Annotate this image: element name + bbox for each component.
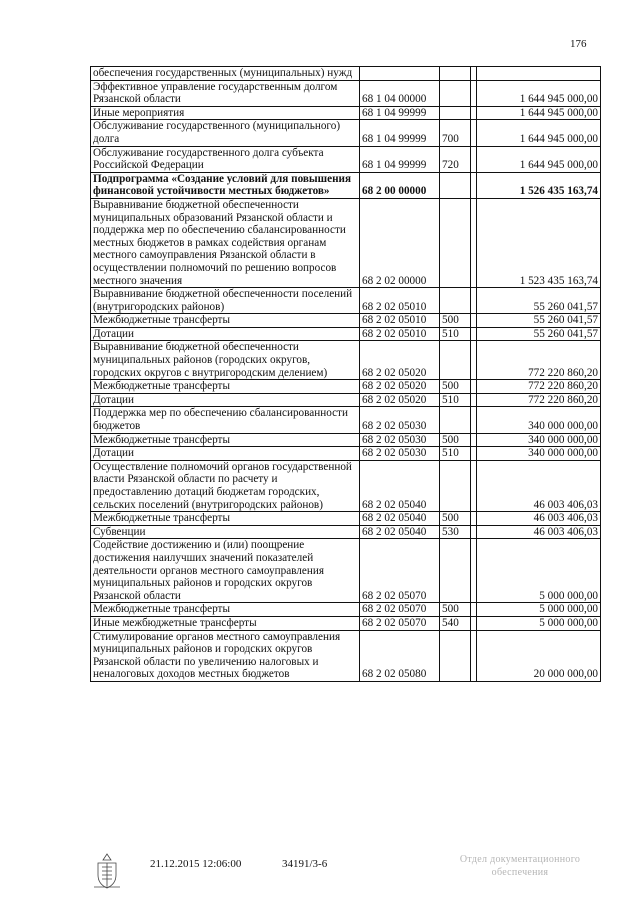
row-name-cell: Осуществление полномочий органов государственной власти Рязанской области по расчету и предоставлению дотаций бюджетам городских, сельских поселений (внутригородских районов) bbox=[91, 460, 360, 511]
row-amount-cell: 5 000 000,00 bbox=[477, 539, 601, 603]
row-code-cell: 68 2 02 05020 bbox=[360, 380, 440, 394]
row-amount-cell: 1 644 945 000,00 bbox=[477, 146, 601, 172]
row-amount-cell: 340 000 000,00 bbox=[477, 407, 601, 433]
row-amount-cell bbox=[477, 67, 601, 81]
row-name-cell: Межбюджетные трансферты bbox=[91, 603, 360, 617]
row-kind-cell bbox=[440, 106, 471, 120]
row-code-cell: 68 2 02 05020 bbox=[360, 393, 440, 407]
row-kind-cell bbox=[440, 172, 471, 198]
row-kind-cell: 530 bbox=[440, 525, 471, 539]
row-amount-cell: 46 003 406,03 bbox=[477, 525, 601, 539]
row-code-cell: 68 2 02 05070 bbox=[360, 603, 440, 617]
table-row bbox=[91, 393, 601, 407]
row-code-cell: 68 2 02 05040 bbox=[360, 512, 440, 526]
row-kind-cell bbox=[440, 630, 471, 681]
row-kind-cell bbox=[440, 407, 471, 433]
row-code-cell: 68 2 02 05070 bbox=[360, 616, 440, 630]
row-name-cell: Содействие достижению и (или) поощрение достижения наилучших значений показателей деятельности органов местного самоуправления муниципальных районов и городских округов Рязанской области bbox=[91, 539, 360, 603]
row-code-cell: 68 2 02 05030 bbox=[360, 433, 440, 447]
footer-doc-number: 34191/3-6 bbox=[282, 858, 328, 870]
row-kind-cell bbox=[440, 341, 471, 380]
row-code-cell: 68 2 02 05040 bbox=[360, 460, 440, 511]
row-kind-cell bbox=[440, 539, 471, 603]
table-row bbox=[91, 120, 601, 146]
row-kind-cell: 510 bbox=[440, 327, 471, 341]
row-kind-cell bbox=[440, 67, 471, 81]
row-amount-cell: 20 000 000,00 bbox=[477, 630, 601, 681]
row-code-cell: 68 2 02 05080 bbox=[360, 630, 440, 681]
row-kind-cell bbox=[440, 460, 471, 511]
row-code-cell: 68 2 02 05010 bbox=[360, 314, 440, 328]
row-amount-cell: 5 000 000,00 bbox=[477, 603, 601, 617]
table-row bbox=[91, 314, 601, 328]
row-name-cell: Эффективное управление государственным долгом Рязанской области bbox=[91, 80, 360, 106]
budget-table bbox=[90, 66, 601, 682]
row-amount-cell: 772 220 860,20 bbox=[477, 341, 601, 380]
row-kind-cell bbox=[440, 288, 471, 314]
row-name-cell: Межбюджетные трансферты bbox=[91, 512, 360, 526]
table-row bbox=[91, 327, 601, 341]
footer-timestamp: 21.12.2015 12:06:00 bbox=[150, 858, 242, 870]
row-name-cell: Выравнивание бюджетной обеспеченности муниципальных образований Рязанской области и поддержка мер по обеспечению сбалансированности местных бюджетов в рамках содействия органам местного самоуправления Рязанской области в осуществлении полномочий по решению вопросов местного значения bbox=[91, 198, 360, 287]
coat-of-arms-icon bbox=[90, 851, 124, 891]
row-name-cell: Стимулирование органов местного самоуправления муниципальных районов и городских округов Рязанской области по увеличению налоговых и неналоговых доходов местных бюджетов bbox=[91, 630, 360, 681]
row-code-cell: 68 2 02 05010 bbox=[360, 288, 440, 314]
row-name-cell: Дотации bbox=[91, 447, 360, 461]
row-name-cell: обеспечения государственных (муниципальных) нужд bbox=[91, 67, 360, 81]
row-code-cell: 68 2 02 05010 bbox=[360, 327, 440, 341]
table-row bbox=[91, 288, 601, 314]
row-code-cell: 68 1 04 99999 bbox=[360, 106, 440, 120]
row-kind-cell: 500 bbox=[440, 603, 471, 617]
row-kind-cell: 510 bbox=[440, 393, 471, 407]
row-code-cell: 68 2 02 05030 bbox=[360, 407, 440, 433]
table-row bbox=[91, 603, 601, 617]
row-name-cell: Обслуживание государственного (муниципального) долга bbox=[91, 120, 360, 146]
row-amount-cell: 772 220 860,20 bbox=[477, 393, 601, 407]
row-amount-cell: 1 523 435 163,74 bbox=[477, 198, 601, 287]
row-name-cell: Иные мероприятия bbox=[91, 106, 360, 120]
row-kind-cell: 500 bbox=[440, 380, 471, 394]
row-name-cell: Подпрограмма «Создание условий для повышения финансовой устойчивости местных бюджетов» bbox=[91, 172, 360, 198]
row-amount-cell: 55 260 041,57 bbox=[477, 288, 601, 314]
table-row bbox=[91, 433, 601, 447]
row-name-cell: Дотации bbox=[91, 393, 360, 407]
row-kind-cell: 720 bbox=[440, 146, 471, 172]
department-line-1: Отдел документационного bbox=[459, 854, 581, 865]
row-name-cell: Выравнивание бюджетной обеспеченности муниципальных районов (городских округов, городских округов с внутригородским делением) bbox=[91, 341, 360, 380]
row-amount-cell: 1 644 945 000,00 bbox=[477, 106, 601, 120]
row-name-cell: Поддержка мер по обеспечению сбалансированности бюджетов bbox=[91, 407, 360, 433]
table-row bbox=[91, 146, 601, 172]
row-code-cell bbox=[360, 67, 440, 81]
table-row bbox=[91, 380, 601, 394]
row-amount-cell: 1 644 945 000,00 bbox=[477, 80, 601, 106]
row-amount-cell: 55 260 041,57 bbox=[477, 327, 601, 341]
row-kind-cell: 510 bbox=[440, 447, 471, 461]
row-name-cell: Межбюджетные трансферты bbox=[91, 314, 360, 328]
row-code-cell: 68 1 04 99999 bbox=[360, 120, 440, 146]
row-kind-cell: 500 bbox=[440, 433, 471, 447]
row-amount-cell: 340 000 000,00 bbox=[477, 433, 601, 447]
table-row bbox=[91, 407, 601, 433]
row-kind-cell bbox=[440, 80, 471, 106]
row-name-cell: Межбюджетные трансферты bbox=[91, 433, 360, 447]
row-kind-cell bbox=[440, 198, 471, 287]
table-row bbox=[91, 525, 601, 539]
row-code-cell: 68 2 02 05040 bbox=[360, 525, 440, 539]
row-name-cell: Дотации bbox=[91, 327, 360, 341]
table-row bbox=[91, 460, 601, 511]
row-kind-cell: 500 bbox=[440, 314, 471, 328]
row-name-cell: Межбюджетные трансферты bbox=[91, 380, 360, 394]
page-number: 176 bbox=[570, 38, 587, 50]
row-amount-cell: 46 003 406,03 bbox=[477, 460, 601, 511]
row-amount-cell: 1 644 945 000,00 bbox=[477, 120, 601, 146]
table-row bbox=[91, 106, 601, 120]
row-amount-cell: 1 526 435 163,74 bbox=[477, 172, 601, 198]
table-row bbox=[91, 539, 601, 603]
table-row bbox=[91, 512, 601, 526]
row-name-cell: Иные межбюджетные трансферты bbox=[91, 616, 360, 630]
row-kind-cell: 500 bbox=[440, 512, 471, 526]
row-amount-cell: 5 000 000,00 bbox=[477, 616, 601, 630]
row-name-cell: Обслуживание государственного долга субъекта Российской Федерации bbox=[91, 146, 360, 172]
row-name-cell: Выравнивание бюджетной обеспеченности поселений (внутригородских районов) bbox=[91, 288, 360, 314]
table-row bbox=[91, 198, 601, 287]
table-row bbox=[91, 447, 601, 461]
table-row bbox=[91, 616, 601, 630]
table-row bbox=[91, 80, 601, 106]
row-kind-cell: 540 bbox=[440, 616, 471, 630]
row-amount-cell: 340 000 000,00 bbox=[477, 447, 601, 461]
table-row bbox=[91, 172, 601, 198]
table-row bbox=[91, 341, 601, 380]
table-row bbox=[91, 630, 601, 681]
row-code-cell: 68 2 00 00000 bbox=[360, 172, 440, 198]
row-code-cell: 68 2 02 05030 bbox=[360, 447, 440, 461]
footer-department-stamp bbox=[440, 853, 600, 879]
row-code-cell: 68 2 02 05020 bbox=[360, 341, 440, 380]
row-code-cell: 68 2 02 00000 bbox=[360, 198, 440, 287]
row-kind-cell: 700 bbox=[440, 120, 471, 146]
row-amount-cell: 55 260 041,57 bbox=[477, 314, 601, 328]
row-code-cell: 68 1 04 99999 bbox=[360, 146, 440, 172]
budget-table-body bbox=[91, 67, 601, 682]
row-code-cell: 68 1 04 00000 bbox=[360, 80, 440, 106]
table-row bbox=[91, 67, 601, 81]
department-line-2: обеспечения bbox=[491, 867, 549, 878]
row-amount-cell: 772 220 860,20 bbox=[477, 380, 601, 394]
row-code-cell: 68 2 02 05070 bbox=[360, 539, 440, 603]
row-name-cell: Субвенции bbox=[91, 525, 360, 539]
row-amount-cell: 46 003 406,03 bbox=[477, 512, 601, 526]
